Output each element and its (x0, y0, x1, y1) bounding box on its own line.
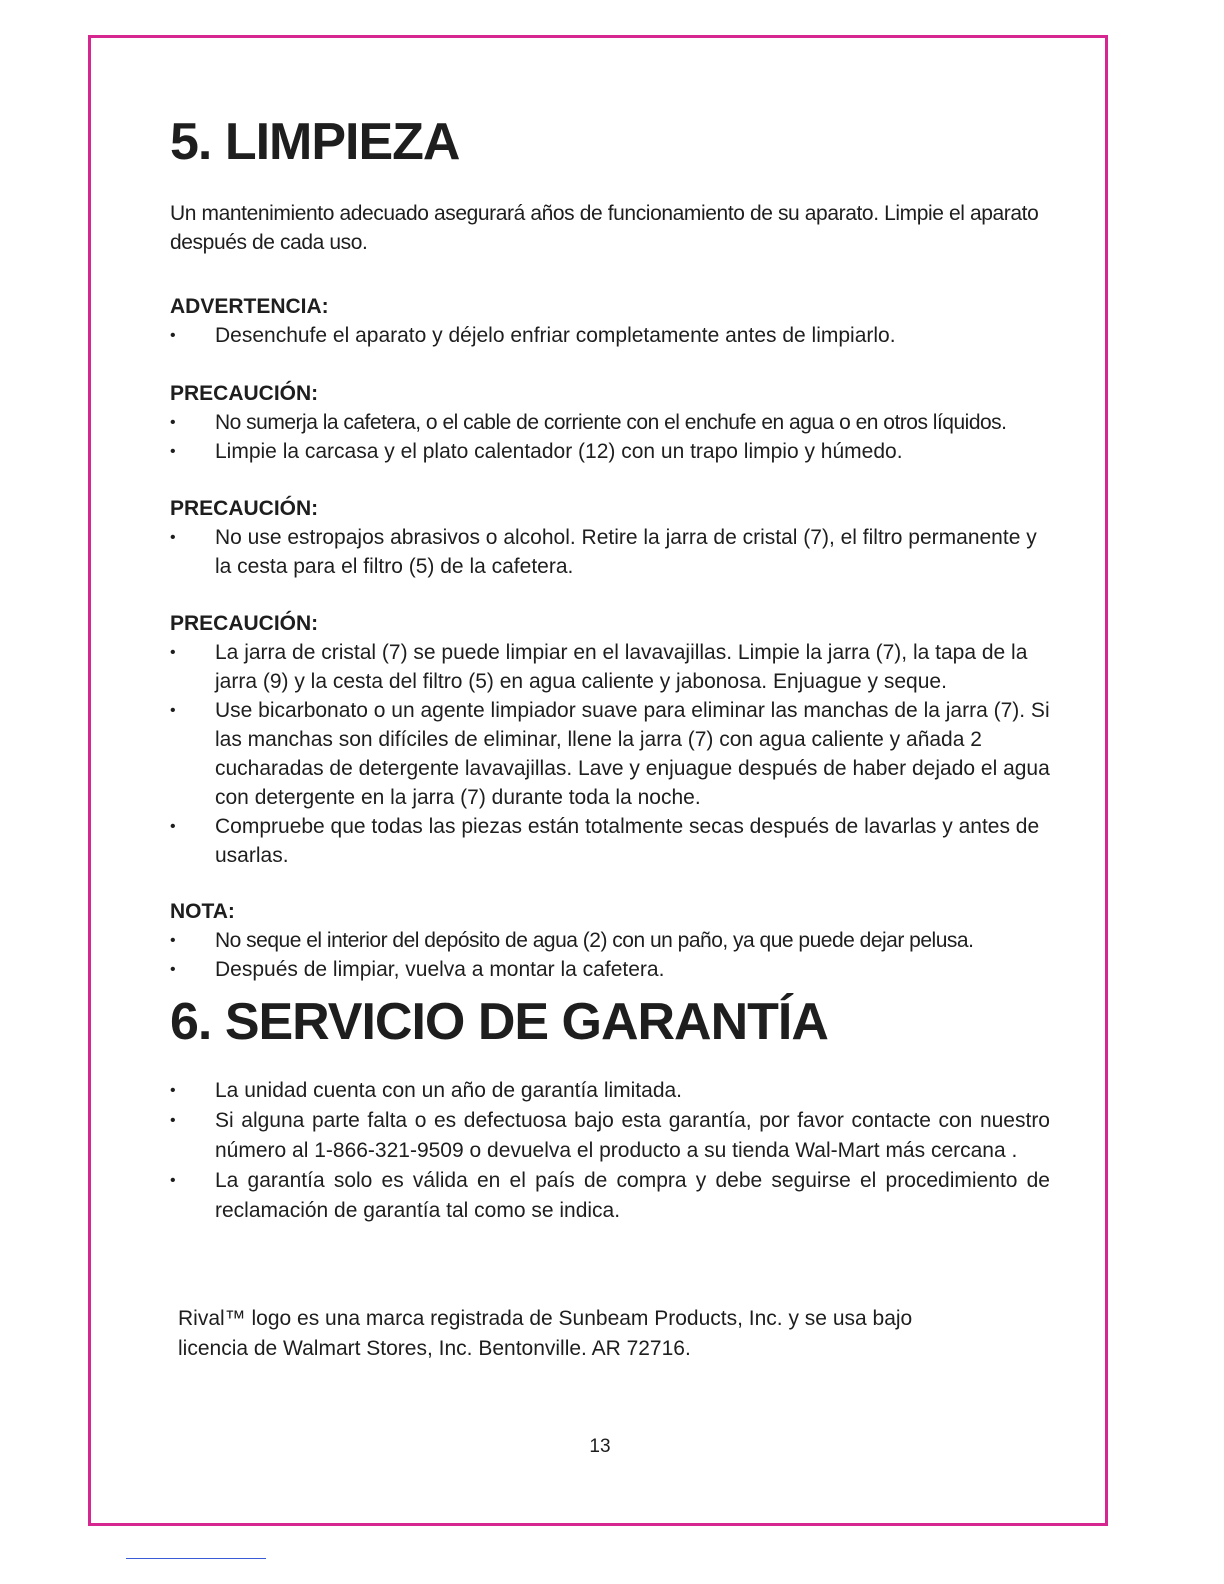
list-item: • La unidad cuenta con un año de garantía limitada. (170, 1076, 1050, 1106)
caution-label: PRECAUCIÓN: (170, 497, 319, 520)
intro-paragraph (170, 199, 1050, 257)
section-title-limpieza: 5. LIMPIEZA (170, 113, 460, 171)
list-item: • No seque el interior del depósito de agua (2) con un paño, ya que puede dejar pelusa. (170, 926, 1050, 955)
caution-label: PRECAUCIÓN: (170, 382, 319, 405)
intro-text: Un mantenimiento adecuado asegurará años de funcionamiento de su aparato. Limpie el aparato después de cada uso. (170, 202, 1039, 254)
trademark-notice (178, 1304, 1018, 1364)
list-item: • La jarra de cristal (7) se puede limpiar en el lavavajillas. Limpie la jarra (7), la tapa de la jarra (9) y la cesta del filtro (5) en agua caliente y jabonosa. Enjuague y seque. (170, 638, 1050, 696)
list-item: • Desenchufe el aparato y déjelo enfriar completamente antes de limpiarlo. (170, 321, 1050, 350)
caution-block-2 (170, 494, 1050, 581)
caution-label: PRECAUCIÓN: (170, 612, 319, 635)
trademark-line-2: licencia de Walmart Stores, Inc. Bentonville. AR 72716. (178, 1337, 691, 1360)
list-item: • Limpie la carcasa y el plato calentador (12) con un trapo limpio y húmedo. (170, 437, 1050, 466)
caution-block-1 (170, 379, 1050, 466)
note-label: NOTA: (170, 900, 235, 923)
warranty-block (170, 1076, 1050, 1226)
list-item: • No sumerja la cafetera, o el cable de corriente con el enchufe en agua o en otros líquidos. (170, 408, 1050, 437)
list-item: • Después de limpiar, vuelva a montar la cafetera. (170, 955, 1050, 984)
list-item: • Use bicarbonato o un agente limpiador suave para eliminar las manchas de la jarra (7). Si las manchas son difíciles de eliminar, llene la jarra (7) con agua caliente y añada 2 cucharadas de detergente lavavajillas. Lave y enjuague después de haber dejado el agua con detergente en la jarra (7) durante toda la noche. (170, 696, 1050, 812)
trademark-line-1: Rival™ logo es una marca registrada de Sunbeam Products, Inc. y se usa bajo (178, 1307, 913, 1330)
list-item: • La garantía solo es válida en el país de compra y debe seguirse el procedimiento de reclamación de garantía tal como se indica. (170, 1166, 1050, 1226)
warning-label: ADVERTENCIA: (170, 295, 329, 318)
caution-block-3 (170, 609, 1050, 870)
list-item: • Compruebe que todas las piezas están totalmente secas después de lavarlas y antes de usarlas. (170, 812, 1050, 870)
link-underline (126, 1558, 266, 1559)
list-item: • No use estropajos abrasivos o alcohol. Retire la jarra de cristal (7), el filtro permanente y la cesta para el filtro (5) de la cafetera. (170, 523, 1050, 581)
page-number: 13 (589, 1436, 611, 1457)
list-item: • Si alguna parte falta o es defectuosa bajo esta garantía, por favor contacte con nuestro número al 1-866-321-9509 o devuelva el producto a su tienda Wal-Mart más cercana . (170, 1106, 1050, 1166)
section-title-garantia: 6. SERVICIO DE GARANTÍA (170, 993, 828, 1051)
note-block (170, 897, 1050, 984)
warning-block (170, 292, 1050, 350)
